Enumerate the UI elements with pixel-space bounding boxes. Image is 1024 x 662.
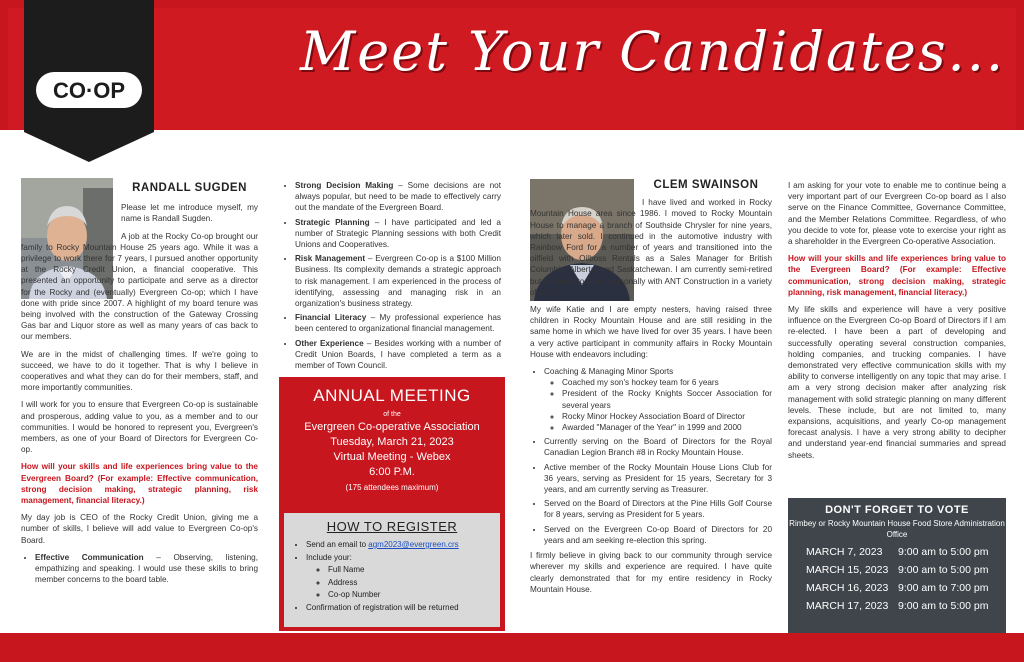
candidate1-para1: A job at the Rocky Co-op brought our family to Rocky Mountain House 25 years ago. While it was a privilege to work there for 7 years, I pursued another opportunity at the Rocky Credit Union, a financial cooperative. This presented an opportunity to participate and serve as a director for the Rocky and (eventually) Evergreen Co-op; which I have done with pride since 2007. A highlight of my board tenure was being involved with the construction of the Gateway Crossing Gas bar and Liquor store as well as many years of cas back to our members. — [21, 231, 258, 342]
register-heading: HOW TO REGISTER — [326, 519, 458, 534]
candidate1-column — [21, 183, 258, 589]
register-box — [284, 513, 500, 627]
candidate1-intro: Please let me introduce myself, my name is Randall Sugden. — [121, 203, 258, 224]
table-row: MARCH 15, 2023 9:00 am to 5:00 pm — [806, 564, 989, 576]
footer-band — [0, 633, 1024, 662]
vote-heading: DON'T FORGET TO VOTE — [825, 504, 969, 516]
annual-time: 6:00 P.M. — [369, 466, 415, 478]
candidate1-para4: My day job is CEO of the Rocky Credit Union, giving me a number of skills, I believe will add value to Evergreen Co-op's Board. — [21, 513, 258, 545]
candidate1-column-b — [281, 180, 501, 374]
candidate2-para1: I have lived and worked in Rocky Mountain House area since 1986. I moved to Rocky Mountain House to manage a branch of Southside Chrysler for nine years, which later sold. I continued in the automotive industry with Rainbow Ford for a number of years and transitioned into the oilfield with Oilboss Rentals as a Sales Manager for British Columbia, Alberta, and Saskatchewan. I am currently semi-retired but continue to work seasonally with ANT Construction in a variety of roles. — [530, 198, 772, 297]
list-item: • Include your: ◦ Full Name ◦ Address ◦ Co-op Number — [306, 552, 500, 602]
candidate2-bullets — [530, 366, 772, 546]
coop-logo-text: CO·OP — [52, 78, 126, 103]
list-item: • Strategic Planning – I have participated and led a number of Strategic Planning sessions with both Credit Unions and Cooperatives. — [295, 217, 501, 251]
list-item: • Currently serving on the Board of Directors for the Royal Canadian Legion Branch #8 in Rocky Mountain House. — [544, 436, 772, 458]
table-row: MARCH 7, 2023 9:00 am to 5:00 pm — [806, 546, 989, 558]
candidate2-para3: I firmly believe in giving back to our community through service wherever my skills and experience are required. I have quite clearly demonstrated that for my entire residency in Rocky Mountain House. — [530, 551, 772, 594]
annual-mode: Virtual Meeting - Webex — [333, 451, 451, 463]
list-item: ◦ Address — [328, 577, 500, 590]
candidate2-question: How will your skills and life experiences bring value to the Evergreen Board? (For example: Effective communication, strong decision making, strategic planning, risk management, financial literacy.) — [788, 254, 1006, 297]
list-item: • Risk Management – Evergreen Co-op is a $100 Million Business. Its complexity demands a strategic approach to risk management. I am experienced in the process of identifying, assessing and managing risk in an organization's business strategy. — [295, 253, 501, 309]
candidate1-question: How will your skills and life experiences bring value to the Evergreen Board? (For example: Effective communication, strong decision making, strategic planning, risk management, financial literacy.) — [21, 462, 258, 506]
list-item: • Send an email to agm2023@evergreen.crs — [306, 539, 500, 552]
list-item: • Other Experience – Besides working with a number of Credit Union Boards, I have completed a term as a member of Town Council. — [295, 338, 501, 372]
vote-box — [788, 498, 1006, 633]
candidate2-column — [530, 180, 772, 601]
table-row: MARCH 16, 2023 9:00 am to 7:00 pm — [806, 582, 989, 594]
vote-location: Rimbey or Rocky Mountain House Food Store Administration Office — [789, 519, 1005, 539]
list-item: ◦ Co-op Number — [328, 589, 500, 602]
candidate2-para5: My life skills and experience will have a very positive influence on the Evergreen Co-op Board of Directors if I am re-elected. I have been a part of developing and successfully operating several construction companies, holding companies, and trucking companies. I have demonstrated very effective communication skills with my ability to converse intelligently on any topic that may arise. I am a very strong decision maker after analyzing risk management with solid strategic planning on many different levels. These include, but are not limited to, many expansions, acquisitions, and yearly Co-op management forecast analysis. I have a very strong ability to decipher and understand year-end financial summaries and spread sheets. — [788, 305, 1006, 460]
list-item: ◦ Full Name — [328, 564, 500, 577]
list-item: • Served on the Evergreen Co-op Board of Directors for 20 years and am seeking re-election this spring. — [544, 524, 772, 546]
coop-logo — [24, 0, 154, 162]
candidate1-bullets-b — [281, 180, 501, 371]
annual-max: (175 attendees maximum) — [345, 483, 439, 492]
list-item: ◦ President of the Rocky Knights Soccer Association for several years — [562, 388, 772, 410]
annual-org: Evergreen Co-operative Association — [304, 421, 480, 433]
list-item: ◦ Awarded "Manager of the Year" in 1999 and 2000 — [562, 422, 772, 433]
candidate2-para2: My wife Katie and I are empty nesters, having raised three children in Rocky Mountain House and are still residing in the same home in which we have lived for over 35 years. I have been a very active participant in community affairs in Rocky Mountain House with endeavors including: — [530, 305, 772, 359]
list-item: • Effective Communication – Observing, listening, empathizing and speaking. I would use these skills to bring member concerns to the board table. — [35, 552, 258, 586]
candidate1-bullets-a — [21, 552, 258, 586]
list-item: • Financial Literacy – My professional experience has been centered to organizational financial management. — [295, 312, 501, 334]
candidate1-para2: We are in the midst of challenging times. If we're going to succeed, we have to do it together. That is why I believe in cooperatives and what they can do for their members, staff, and more importantly communities. — [21, 349, 258, 393]
register-list — [284, 539, 500, 614]
vote-schedule — [788, 546, 1006, 612]
annual-heading: ANNUAL MEETING — [313, 386, 471, 405]
annual-date: Tuesday, March 21, 2023 — [330, 436, 454, 448]
candidate2-name: CLEM SWAINSON — [653, 179, 759, 191]
list-item: • Confirmation of registration will be returned — [306, 602, 500, 615]
candidate2-para4: I am asking for your vote to enable me to continue being a very important part of our Evergreen Co-op board as I also serve on the Finance Committee, Governance Committee, and the Member Relations Committee. Regardless, of who you decide to vote for, please vote to exercise your right as a shareholder in the Evergreen Co-operative Association. — [788, 181, 1006, 247]
candidate1-name: RANDALL SUGDEN — [132, 182, 247, 194]
list-item: • Strong Decision Making – Some decisions are not always popular, but need to be made to effectively carry out the mandate of the Evergreen Board. — [295, 180, 501, 214]
candidate2-column-b — [788, 180, 1006, 467]
page-title: Meet Your Candidates... — [300, 20, 1006, 83]
register-email-link[interactable]: agm2023@evergreen.crs — [368, 540, 459, 549]
list-item: • Active member of the Rocky Mountain House Lions Club for 36 years, serving as President for 15 years, Secretary for 3 years, and am currently serving as Treasurer. — [544, 462, 772, 496]
annual-of-the: of the — [383, 411, 401, 418]
list-item: • Served on the Board of Directors at the Pine Hills Golf Course for 8 years, serving as President for 5 years. — [544, 498, 772, 520]
list-item: ◦ Rocky Minor Hockey Association Board of Director — [562, 411, 772, 422]
list-item: • Coaching & Managing Minor Sports ◦ Coached my son's hockey team for 6 years ◦ President of the Rocky Knights Soccer Association for several years ◦ Rocky Minor Hockey Association Board of Director ◦ Awarded "Manager of the Year" in 1999 and 2000 — [544, 366, 772, 433]
list-item: ◦ Coached my son's hockey team for 6 years — [562, 377, 772, 388]
candidate1-para3: I will work for you to ensure that Evergreen Co-op is sustainable and prosperous, adding value to you, as a member and to our communities. I would be honored to represent you, Evergreen's members, as one of your Board of Directors for Evergreen Co-op. — [21, 400, 258, 455]
table-row: MARCH 17, 2023 9:00 am to 5:00 pm — [806, 600, 989, 612]
